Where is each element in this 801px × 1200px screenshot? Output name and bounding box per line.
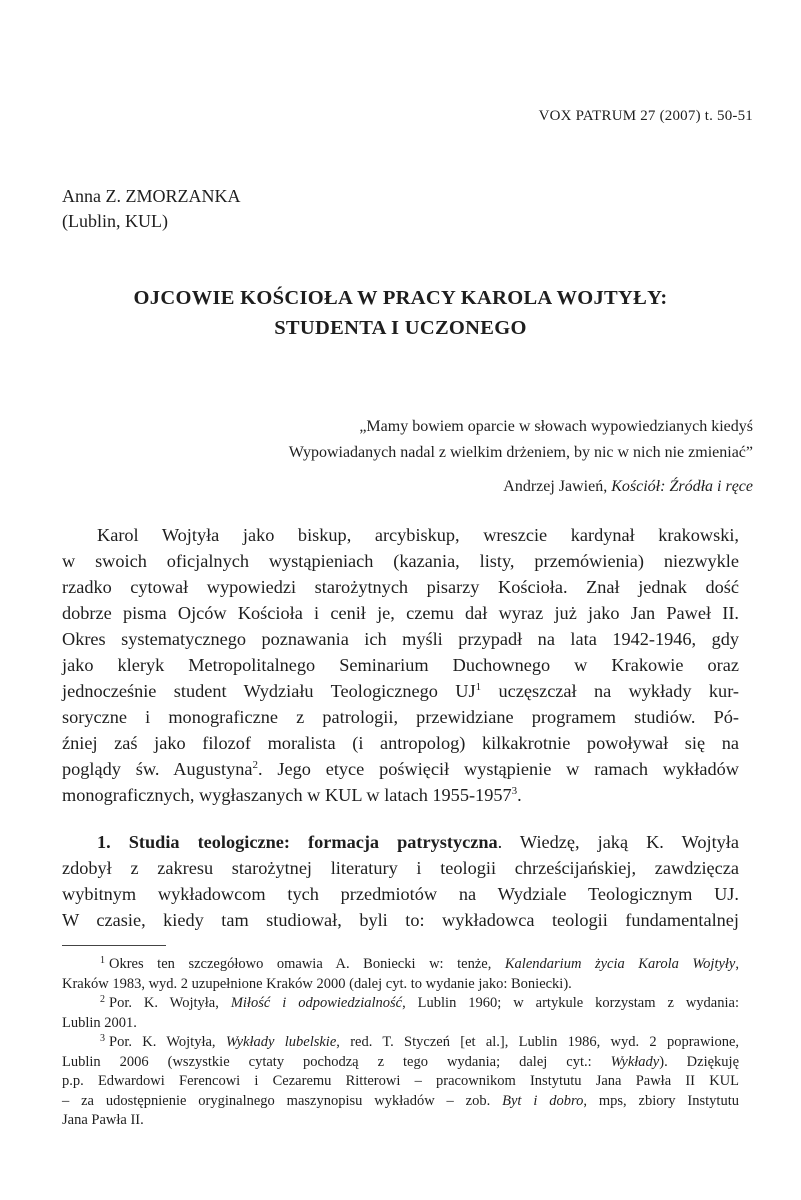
epigraph-line-2: Wypowiadanych nadal z wielkim drżeniem, by nic w nich nie zmieniać”	[288, 444, 753, 461]
body-line: wybitnym wykładowcom tych przedmiotów na Wydziale Teologicznym UJ.	[62, 884, 739, 904]
footnote-number: 3	[100, 1033, 105, 1044]
journal-reference: VOX PATRUM 27 (2007) t. 50-51	[538, 108, 753, 124]
footnote-number: 2	[100, 994, 105, 1005]
body-line: W czasie, kiedy tam studiował, byli to: wykładowca teologii fundamentalnej	[62, 910, 739, 930]
footnotes	[62, 955, 739, 1131]
footnote-text: , red. T. Styczeń [et al.], Lublin 1986, wyd. 2 poprawione,	[336, 1034, 740, 1050]
footnote-title: Byt i dobro	[502, 1092, 584, 1109]
footnote-text: ,	[735, 956, 739, 972]
author-affiliation: (Lublin, KUL)	[62, 211, 168, 231]
body-line: dobrze pisma Ojców Kościoła i cenił je, czemu dał wyraz już jako Jan Paweł II.	[62, 603, 739, 623]
epigraph-attribution	[289, 474, 753, 500]
footnote-text: Por. K. Wojtyła,	[109, 1034, 216, 1050]
body-text-segment: . Wiedzę, jaką K. Wojtyła	[497, 832, 739, 852]
footnote-text: Okres ten szczegółowo omawia A. Boniecki w: tenże,	[109, 956, 492, 972]
body-text-segment: poglądy św. Augustyna	[62, 759, 253, 779]
body-text-segment: monograficznych, wygłaszanych w KUL w latach 1955-1957	[62, 785, 512, 805]
footnote-line	[62, 1053, 739, 1073]
paragraph-2	[62, 829, 739, 933]
paragraph-1	[62, 522, 739, 808]
body-line	[62, 756, 739, 782]
section-heading: 1. Studia teologiczne: formacja patrystyczna	[97, 832, 498, 852]
epigraph	[289, 414, 753, 500]
author-block	[62, 184, 240, 234]
footnote-line	[62, 1092, 739, 1112]
body-line: Okres systematycznego poznawania ich myśli przypadł na lata 1942-1946, gdy	[62, 629, 739, 649]
body-line: w swoich oficjalnych wystąpieniach (kazania, listy, przemówienia) niezwykle	[62, 551, 739, 571]
footnote-1	[62, 955, 739, 975]
footnote-line: Jana Pawła II.	[62, 1112, 144, 1128]
footnote-text: Por. K. Wojtyła,	[109, 995, 219, 1011]
article-title	[0, 283, 801, 343]
body-line	[62, 829, 739, 855]
footnote-text: – za udostępnienie oryginalnego maszynopisu wykładów – zob.	[62, 1092, 491, 1109]
footnote-ref-2[interactable]: 2	[252, 759, 258, 771]
footnote-title: Miłość i odpowiedzialność	[230, 995, 403, 1011]
body-line: rzadko cytował wypowiedzi starożytnych pisarzy Kościoła. Znał jednak dość	[62, 577, 739, 597]
footnote-text: , mps, zbiory Instytutu	[583, 1092, 739, 1109]
body-line: źniej zaś jako filozof moralista (i antropolog) kilkakrotnie powoływał się na	[62, 733, 739, 753]
body-line: zdobył z zakresu starożytnej literatury i teologii chrześcijańskiej, zawdzięcza	[62, 858, 739, 878]
body-text-segment: jednocześnie student Wydziału Teologicznego UJ	[62, 681, 476, 701]
footnote-ref-1[interactable]: 1	[475, 681, 482, 693]
footnote-line: Lublin 2001.	[62, 1014, 137, 1031]
footnote-separator	[62, 945, 166, 946]
body-line: jako kleryk Metropolitalnego Seminarium Duchownego w Krakowie oraz	[62, 655, 739, 675]
footnote-ref-3[interactable]: 3	[511, 785, 518, 797]
footnote-line: p.p. Edwardowi Ferencowi i Cezaremu Ritterowi – pracownikom Instytutu Jana Pawła II KUL	[62, 1073, 739, 1089]
body-line	[62, 782, 739, 808]
footnote-text: Lublin 2006 (wszystkie cytaty pochodzą z tego wydania; dalej cyt.:	[62, 1053, 592, 1070]
body-text-segment: . Jego etyce poświęcił wystąpienie w ramach wykładów	[257, 759, 739, 779]
footnote-title: Wykłady lubelskie	[225, 1034, 337, 1050]
title-line-2: STUDENTA I UCZONEGO	[274, 317, 527, 339]
footnote-title: Wykłady	[610, 1053, 660, 1070]
footnote-title: Kalendarium życia Karola Wojtyły	[504, 956, 736, 972]
body-line	[62, 678, 739, 704]
footnote-text: ). Dziękuję	[659, 1053, 740, 1070]
body-line: Karol Wojtyła jako biskup, arcybiskup, wreszcie kardynał krakowski,	[97, 525, 739, 545]
author-name: Anna Z. ZMORZANKA	[62, 186, 241, 206]
body-text-segment: uczęszczał na wykłady kur-	[481, 681, 739, 701]
epigraph-work: Kościół: Źródła i ręce	[611, 478, 753, 495]
footnote-3	[62, 1033, 739, 1053]
footnote-text: , Lublin 1960; w artykule korzystam z wydania:	[402, 995, 739, 1011]
body-line: soryczne i monograficzne z patrologii, przewidziane programem studiów. Pó-	[62, 707, 739, 727]
footnote-number: 1	[100, 955, 105, 966]
footnote-line: Kraków 1983, wyd. 2 uzupełnione Kraków 2000 (dalej cyt. to wydanie jako: Boniecki).	[62, 975, 572, 992]
body-text-segment: .	[517, 785, 522, 805]
epigraph-line-1: „Mamy bowiem oparcie w słowach wypowiedzianych kiedyś	[359, 418, 753, 435]
article-body	[62, 522, 739, 933]
title-line-1: OJCOWIE KOŚCIOŁA W PRACY KAROLA WOJTYŁY:	[133, 287, 668, 309]
epigraph-author: Andrzej Jawień,	[503, 478, 608, 495]
footnote-2	[62, 994, 739, 1014]
